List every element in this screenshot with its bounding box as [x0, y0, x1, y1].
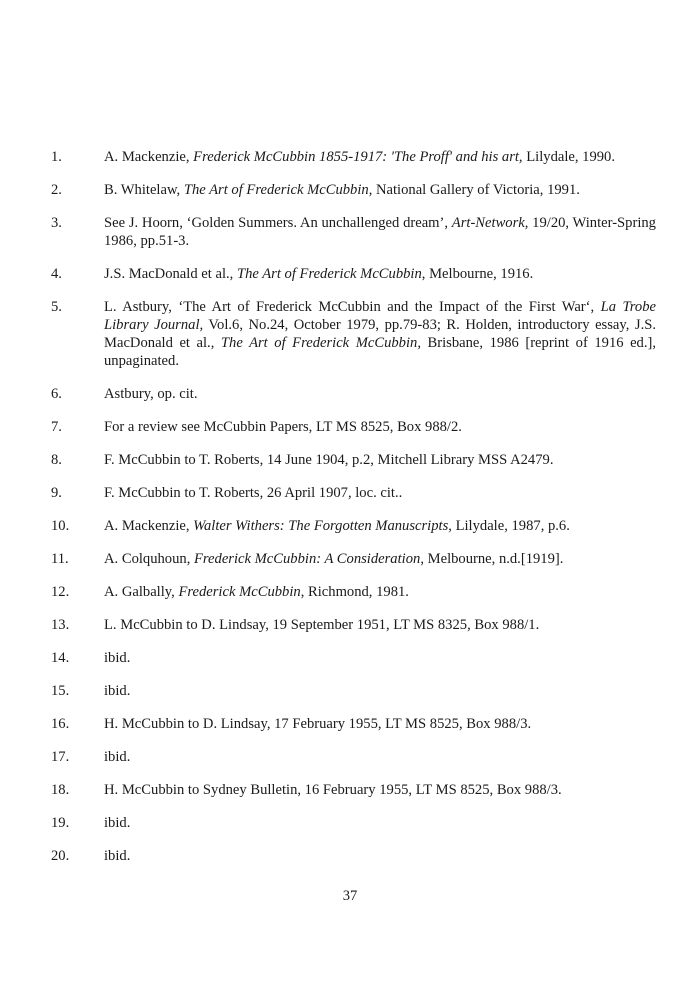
endnote-text: [104, 583, 656, 601]
endnote-number: 12.: [51, 584, 70, 600]
endnote-title-italic: Frederick McCubbin: A Consideration: [194, 551, 421, 567]
endnote-text-segment: , Richmond, 1981.: [300, 584, 409, 600]
endnote-text-segment: F. McCubbin to T. Roberts, 26 April 1907, loc. cit..: [104, 485, 403, 501]
endnote-number: 8.: [51, 452, 62, 468]
endnote-text-segment: L. McCubbin to D. Lindsay, 19 September 1951, LT MS 8325, Box 988/1.: [104, 617, 540, 633]
endnote-title-italic: The Art of Frederick McCubbin,: [220, 335, 421, 351]
endnote-number: 19.: [51, 815, 70, 831]
endnote-text-segment: , Melbourne, n.d.[1919].: [420, 551, 564, 567]
endnote-title-italic: Frederick McCubbin 1855-1917: 'The Proff' and his art,: [193, 149, 523, 165]
endnote-number: 3.: [51, 215, 62, 231]
endnote-text: [104, 418, 656, 436]
endnote-text: [104, 298, 656, 370]
endnote-text-segment: A. Colquhoun,: [104, 551, 194, 567]
endnote-text: [104, 451, 656, 469]
endnote-text-segment: ibid.: [104, 815, 131, 831]
endnote-text-segment: , National Gallery of Victoria, 1991.: [368, 182, 580, 198]
endnote-number: 11.: [51, 551, 69, 567]
endnote-item: [0, 847, 700, 865]
endnote-text: [104, 148, 656, 166]
endnote-text-segment: , Lilydale, 1987, p.6.: [448, 518, 570, 534]
endnote-item: [0, 148, 700, 166]
endnote-text-segment: F. McCubbin to T. Roberts, 14 June 1904, p.2, Mitchell Library MSS A2479.: [104, 452, 554, 468]
endnote-text: [104, 748, 656, 766]
endnote-text: [104, 847, 656, 865]
endnote-text: [104, 616, 656, 634]
endnote-text: [104, 385, 656, 403]
endnote-text: [104, 214, 656, 250]
endnote-item: [0, 214, 700, 250]
endnote-text-segment: H. McCubbin to Sydney Bulletin, 16 February 1955, LT MS 8525, Box 988/3.: [104, 782, 562, 798]
endnote-text-segment: J.S. MacDonald et al.,: [104, 266, 237, 282]
endnote-text-segment: ibid.: [104, 749, 131, 765]
endnote-item: [0, 550, 700, 568]
endnote-title-italic: The Art of Frederick McCubbin: [236, 266, 422, 282]
endnote-number: 14.: [51, 650, 70, 666]
endnote-text-segment: ibid.: [104, 650, 131, 666]
endnote-item: [0, 181, 700, 199]
endnote-number: 6.: [51, 386, 62, 402]
endnote-item: [0, 715, 700, 733]
endnote-title-italic: Art-Network,: [451, 215, 529, 231]
endnote-number: 7.: [51, 419, 62, 435]
endnote-number: 4.: [51, 266, 62, 282]
endnote-text: [104, 550, 656, 568]
endnote-text-segment: Brisbane, 1986 [reprint of 1916 ed.], unpaginated.: [104, 335, 657, 369]
endnote-text: [104, 781, 656, 799]
page-number: 37: [342, 888, 358, 904]
endnote-text-segment: A. Mackenzie,: [104, 149, 194, 165]
endnote-text-segment: , Melbourne, 1916.: [421, 266, 534, 282]
endnote-number: 17.: [51, 749, 70, 765]
endnote-item: [0, 418, 700, 436]
endnote-text-segment: Astbury, op. cit.: [104, 386, 198, 402]
endnote-number: 13.: [51, 617, 70, 633]
endnote-title-italic: Frederick McCubbin: [178, 584, 301, 600]
endnote-title-italic: The Art of Frederick McCubbin: [183, 182, 369, 198]
endnote-title-italic: La Trobe Library Journal,: [104, 299, 656, 333]
endnote-item: [0, 814, 700, 832]
endnote-number: 1.: [51, 149, 62, 165]
endnote-item: [0, 451, 700, 469]
endnote-text: [104, 484, 656, 502]
endnote-item: [0, 484, 700, 502]
endnote-text: [104, 181, 656, 199]
endnote-text-segment: See J. Hoorn, ‘Golden Summers. An unchallenged dream’,: [104, 215, 452, 231]
endnote-text-segment: H. McCubbin to D. Lindsay, 17 February 1955, LT MS 8525, Box 988/3.: [104, 716, 532, 732]
endnote-number: 20.: [51, 848, 70, 864]
endnote-number: 16.: [51, 716, 70, 732]
endnote-number: 9.: [51, 485, 62, 501]
endnote-text-segment: A. Galbally,: [104, 584, 179, 600]
endnote-item: [0, 583, 700, 601]
endnote-text: [104, 517, 656, 535]
endnote-text-segment: ibid.: [104, 848, 131, 864]
endnote-number: 10.: [51, 518, 70, 534]
endnote-title-italic: Walter Withers: The Forgotten Manuscripts: [193, 518, 449, 534]
endnote-number: 5.: [51, 299, 62, 315]
endnote-text: [104, 265, 656, 283]
endnote-text-segment: B. Whitelaw,: [104, 182, 184, 198]
endnote-text-segment: ibid.: [104, 683, 131, 699]
endnote-text-segment: A. Mackenzie,: [104, 518, 194, 534]
endnote-item: [0, 781, 700, 799]
endnote-item: [0, 682, 700, 700]
endnote-item: [0, 265, 700, 283]
endnote-item: [0, 616, 700, 634]
endnote-item: [0, 298, 700, 370]
endnote-text-segment: L. Astbury, ‘The Art of Frederick McCubbin and the Impact of the First War‘,: [104, 299, 601, 315]
endnote-text-segment: Vol.6, No.24, October 1979, pp.79-83; R. Holden, introductory essay, J.S. MacDonald et al.,: [104, 317, 656, 351]
endnote-text-segment: For a review see McCubbin Papers, LT MS 8525, Box 988/2.: [104, 419, 462, 435]
endnote-item: [0, 649, 700, 667]
endnote-text-segment: Lilydale, 1990.: [522, 149, 616, 165]
endnote-item: [0, 748, 700, 766]
endnote-number: 15.: [51, 683, 70, 699]
endnote-text: [104, 814, 656, 832]
endnotes-list: [0, 148, 700, 880]
endnote-item: [0, 517, 700, 535]
endnote-text-segment: 19/20, Winter-Spring 1986, pp.51-3.: [104, 215, 656, 249]
endnote-text: [104, 715, 656, 733]
endnote-text: [104, 649, 656, 667]
endnote-number: 18.: [51, 782, 70, 798]
endnote-number: 2.: [51, 182, 62, 198]
endnote-text: [104, 682, 656, 700]
endnote-item: [0, 385, 700, 403]
